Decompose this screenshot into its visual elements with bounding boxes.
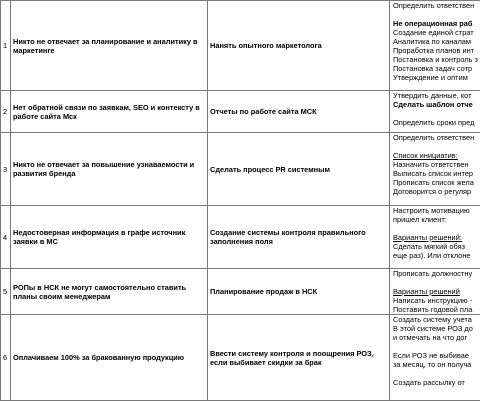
solution-cell: Сделать процесс PR системным bbox=[208, 133, 390, 206]
action-line: Прописать должностну bbox=[393, 269, 478, 278]
action-line: Настроить мотивацию bbox=[393, 206, 478, 215]
table-row bbox=[1, 91, 480, 133]
table-body bbox=[1, 1, 480, 401]
action-line: Аналитика по каналам bbox=[393, 37, 478, 46]
action-line: пришел клиент: bbox=[393, 215, 478, 224]
action-line: Утвердить данные, кот bbox=[393, 91, 478, 100]
action-line: Прописать список жела bbox=[393, 178, 478, 187]
action-line: Если РОЗ не выбивае bbox=[393, 351, 478, 360]
action-line: Определить сроки пред bbox=[393, 118, 478, 127]
action-line: Постановка и контроль з bbox=[393, 55, 478, 64]
action-line: Варианты решений: bbox=[393, 233, 478, 242]
row-number: 2 bbox=[1, 91, 11, 133]
row-number: 3 bbox=[1, 133, 11, 206]
table-row bbox=[1, 315, 480, 401]
solution-cell: Планирование продаж в НСК bbox=[208, 269, 390, 315]
action-line: Сделать шаблон отче bbox=[393, 100, 478, 109]
actions-cell bbox=[390, 1, 480, 91]
actions-cell bbox=[390, 91, 480, 133]
action-line: Сделать мягкий обяз bbox=[393, 242, 478, 251]
action-line: Определить ответствен bbox=[393, 133, 478, 142]
action-line: Создать рассылку от bbox=[393, 378, 478, 387]
solution-cell: Отчеты по работе сайта МСК bbox=[208, 91, 390, 133]
action-line: Утверждение и оптим bbox=[393, 73, 478, 82]
action-line: Определить ответствен bbox=[393, 1, 478, 10]
action-line: Постановка задач сотр bbox=[393, 64, 478, 73]
action-line bbox=[393, 278, 478, 287]
problem-cell: Нет обратной связи по заявкам, SEO и контексту в работе сайта Мск bbox=[11, 91, 208, 133]
problem-cell: Никто не отвечает за планирование и аналитику в маркетинге bbox=[11, 1, 208, 91]
problem-cell: Никто не отвечает за повышение узнаваемости и развития бренда bbox=[11, 133, 208, 206]
actions-cell bbox=[390, 269, 480, 315]
actions-cell bbox=[390, 133, 480, 206]
action-line: Список инициатив: bbox=[393, 151, 478, 160]
action-line: Создать систему учета bbox=[393, 315, 478, 324]
actions-cell bbox=[390, 315, 480, 401]
problem-cell: Недостоверная информация в графе источник заявки в МС bbox=[11, 206, 208, 269]
action-line bbox=[393, 369, 478, 378]
action-line: Создание единой страт bbox=[393, 28, 478, 37]
action-line bbox=[393, 224, 478, 233]
actions-cell bbox=[390, 206, 480, 269]
table-row bbox=[1, 1, 480, 91]
action-line: за месяц, то он получа bbox=[393, 360, 478, 369]
row-number: 1 bbox=[1, 1, 11, 91]
action-line: Написать инструкцию - bbox=[393, 296, 478, 305]
action-line: и отмечать на что дог bbox=[393, 333, 478, 342]
action-line bbox=[393, 10, 478, 19]
table-row bbox=[1, 269, 480, 315]
problem-cell: Оплачиваем 100% за бракованную продукцию bbox=[11, 315, 208, 401]
action-line: Выписать список интер bbox=[393, 169, 478, 178]
action-line bbox=[393, 109, 478, 118]
action-line: Поставить годовой пла bbox=[393, 305, 478, 314]
problem-cell: РОПы в НСК не могут самостоятельно ставить планы своим менеджерам bbox=[11, 269, 208, 315]
row-number: 6 bbox=[1, 315, 11, 401]
action-line: Варианты решений bbox=[393, 287, 478, 296]
action-line bbox=[393, 342, 478, 351]
table-row bbox=[1, 133, 480, 206]
action-line bbox=[393, 142, 478, 151]
action-line: В этой системе РОЗ до bbox=[393, 324, 478, 333]
action-line: Не операционная раб bbox=[393, 19, 478, 28]
row-number: 5 bbox=[1, 269, 11, 315]
action-line: Назначить ответствен bbox=[393, 160, 478, 169]
solution-cell: Создание системы контроля правильного заполнения поля bbox=[208, 206, 390, 269]
row-number: 4 bbox=[1, 206, 11, 269]
solution-cell: Нанять опытного маркетолога bbox=[208, 1, 390, 91]
action-line: Договорится о регуляр bbox=[393, 187, 478, 196]
table-row bbox=[1, 206, 480, 269]
action-line: Проработка планов инт bbox=[393, 46, 478, 55]
action-line: еще раз). Или отклоне bbox=[393, 251, 478, 260]
solution-cell: Ввести систему контроля и поощрения РОЗ, если выбивает скидки за брак bbox=[208, 315, 390, 401]
